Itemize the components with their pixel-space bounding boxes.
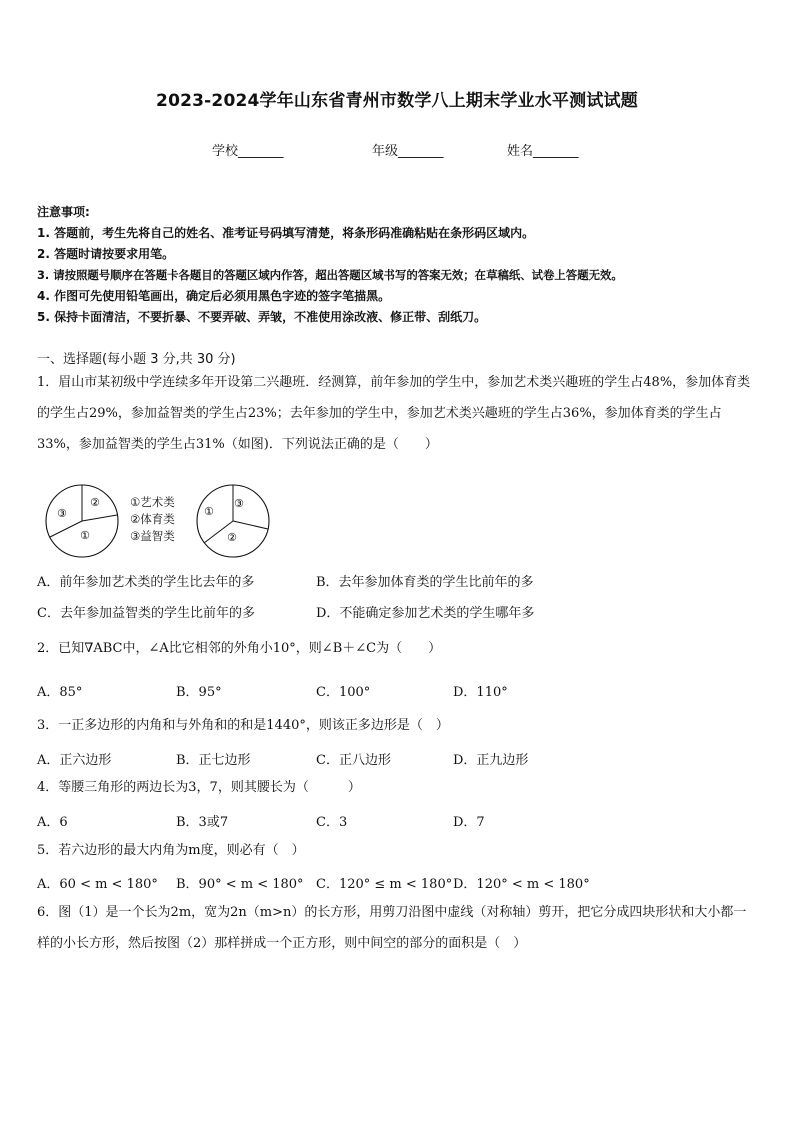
note-item: 5. 保持卡面清洁，不要折暴、不要弄破、弄皱，不准使用涂改液、修正带、刮纸刀。 <box>37 310 487 324</box>
pie-label: ③ <box>234 497 244 510</box>
q3-option-b: B．正七边形 <box>176 753 251 768</box>
note-item: 1. 答题前，考生先将自己的姓名、准考证号码填写清楚，将条形码准确粘贴在条形码区域内。 <box>37 226 535 240</box>
q4-option-c: C．3 <box>316 815 348 830</box>
legend-item: ①艺术类 <box>130 495 175 509</box>
section-heading: 一、选择题(每小题 3 分,共 30 分) <box>37 352 236 367</box>
question-6-text: 6．图（1）是一个长为2m，宽为2n（m>n）的长方形，用剪刀沿图中虚线（对称轴）剪开，把它分成四块形状和大小都一样的小长方形，然后按图（2）那样拼成一个正方形，则中间空的部分的面积是（ ） <box>37 905 747 951</box>
pie-label: ③ <box>57 507 67 520</box>
notes-block <box>37 202 623 328</box>
q1-option-a: A．前年参加艺术类的学生比去年的多 <box>37 575 255 590</box>
pie-label: ② <box>227 531 237 544</box>
q2-option-d: D．110° <box>453 685 508 700</box>
q5-option-b: B．90° < m < 180° <box>176 877 304 892</box>
q5-option-a: A．60 < m < 180° <box>37 877 158 892</box>
pie-label: ② <box>90 496 100 509</box>
pie-chart-two-years-ago <box>197 485 269 557</box>
q3-option-a: A．正六边形 <box>37 753 112 768</box>
pie-chart-last-year <box>46 485 118 557</box>
legend-item: ②体育类 <box>130 512 175 526</box>
legend-item: ③益智类 <box>130 529 175 543</box>
q4-option-b: B．3或7 <box>176 815 229 830</box>
q5-option-c: C．120° ≤ m < 180° <box>316 877 453 892</box>
name-field: 姓名_______ <box>507 144 579 159</box>
pie-label: ① <box>204 505 214 518</box>
q1-option-c: C．去年参加益智类的学生比前年的多 <box>37 606 255 621</box>
pie-label: ① <box>80 529 90 542</box>
q2-option-c: C．100° <box>316 685 371 700</box>
question-5-text: 5．若六边形的最大内角为m度，则必有（ ） <box>37 843 305 858</box>
q2-option-a: A．85° <box>37 685 83 700</box>
grade-field: 年级_______ <box>372 144 444 159</box>
q1-option-d: D．不能确定参加艺术类的学生哪年多 <box>316 606 535 621</box>
notes-heading: 注意事项: <box>37 205 90 219</box>
q4-option-d: D．7 <box>453 815 485 830</box>
note-item: 3. 请按照题号顺序在答题卡各题目的答题区域内作答，超出答题区域书写的答案无效；在草稿纸、试卷上答题无效。 <box>37 268 623 282</box>
q3-option-c: C．正八边形 <box>316 753 391 768</box>
question-3-text: 3．一正多边形的内角和与外角和的和是1440°，则该正多边形是（ ） <box>37 718 449 733</box>
q2-option-b: B．95° <box>176 685 222 700</box>
note-item: 2. 答题时请按要求用笔。 <box>37 247 175 261</box>
q4-option-a: A．6 <box>37 815 68 830</box>
question-2-text: 2．已知∇ABC中，∠A比它相邻的外角小10°，则∠B＋∠C为（ ） <box>37 641 442 656</box>
note-item: 4. 作图可先使用铅笔画出，确定后必须用黑色字迹的签字笔描黑。 <box>37 289 391 303</box>
question-4-text: 4．等腰三角形的两边长为3，7，则其腰长为（ ） <box>37 780 361 795</box>
school-field: 学校_______ <box>212 144 284 159</box>
q1-option-b: B．去年参加体育类的学生比前年的多 <box>316 575 534 590</box>
question-1-text: 1．眉山市某初级中学连续多年开设第二兴趣班．经测算，前年参加的学生中，参加艺术类兴趣班的学生占48%，参加体育类的学生占29%，参加益智类的学生占23%；去年参加的学生中，参加艺术类兴趣班的学生占36%，参加体育类的学生占33%，参加益智类的学生占31%（如图)．下列说法正确的是（ ） <box>37 375 751 452</box>
q5-option-d: D．120° < m < 180° <box>453 877 590 892</box>
pie-legend <box>130 494 175 545</box>
q3-option-d: D．正九边形 <box>453 753 529 768</box>
page-title: 2023-2024学年山东省青州市数学八上期末学业水平测试试题 <box>156 91 638 111</box>
